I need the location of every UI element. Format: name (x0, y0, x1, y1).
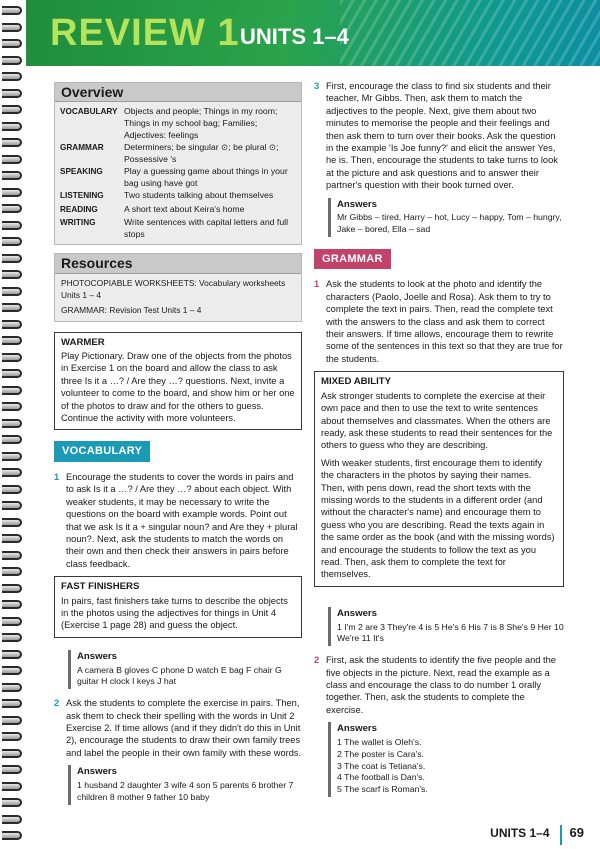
page-footer (490, 825, 588, 845)
spiral-ring (2, 716, 22, 725)
mixed-ability-title: MIXED ABILITY (321, 376, 391, 388)
spiral-ring (2, 353, 22, 362)
resources-line: PHOTOCOPIABLE WORKSHEETS: Vocabulary worksheets Units 1 – 4 (61, 277, 286, 300)
overview-title: Overview (55, 83, 301, 102)
spiral-ring (2, 204, 22, 213)
spiral-ring (2, 683, 22, 692)
answers-text: Mr Gibbs – tired, Harry – hot, Lucy – happy, Tom – hungry, Jake – bored, Ella – sad (337, 212, 562, 235)
spiral-ring (2, 320, 22, 329)
grammar-exercise-1 (314, 278, 564, 365)
answers-block (328, 607, 564, 646)
overview-value: Objects and people; Things in my room; Things in my school bag; Families; Adjectives: feelings (124, 106, 278, 141)
overview-value: Two students talking about themselves (124, 190, 274, 201)
overview-key: LISTENING (60, 191, 104, 201)
exercise-text: Ask the students to complete the exercise in pairs. Then, ask them to check their spelling with the words in Unit 2 Exercise 2. If time allows (and if they didn't do this in Unit 2), encourage the students to draw their own family trees and label the people in their own family with these words. (66, 698, 302, 758)
resources-body (55, 274, 301, 321)
overview-row (55, 105, 301, 141)
answer-line: 1 The wallet is Oleh's. (337, 737, 422, 748)
spiral-ring (2, 23, 22, 32)
spiral-ring (2, 89, 22, 98)
spiral-ring (2, 171, 22, 180)
exercise-number: 1 (314, 279, 320, 290)
answers-block (328, 722, 564, 797)
spiral-ring (2, 105, 22, 114)
vocabulary-tag: VOCABULARY (54, 441, 150, 461)
mixed-ability-text: Ask stronger students to complete the exercise at their own pace and then to use the text to write sentences about themselves and classmates. When the others are ready, ask these students to read their sentences for the others to guess who they are describing. (321, 390, 553, 451)
overview-row (55, 216, 301, 240)
spiral-ring (2, 419, 22, 428)
answers-title: Answers (337, 723, 377, 735)
vocabulary-exercise-3 (314, 80, 564, 192)
vocabulary-exercise-2 (54, 697, 302, 759)
footer-units-label: UNITS 1–4 (490, 826, 550, 840)
exercise-text: First, encourage the class to find six students and their teacher, Mr Gibbs. Then, ask them to match the adjectives to the people. Next, give them about two minutes to memorise the people and their feelings and then ask them to turn over their books. Ask the question in the example 'Is Joe funny?' and elicit the answer Yes, he is. Then, encourage the students to take turns to look at the picture and ask questions and to answer their partner's question with their book turned over. (326, 81, 558, 191)
spiral-ring (2, 122, 22, 131)
answer-line: 3 The coat is Tetiana's. (337, 760, 426, 771)
spiral-ring (2, 633, 22, 642)
overview-panel (54, 82, 302, 245)
overview-key: READING (60, 204, 98, 214)
resources-line: GRAMMAR: Revision Test Units 1 – 4 (61, 304, 202, 315)
overview-row (55, 141, 301, 165)
answers-block (68, 765, 302, 804)
overview-key: WRITING (60, 218, 96, 228)
answers-title: Answers (77, 650, 117, 662)
overview-value: A short text about Keira's home (124, 203, 245, 214)
answers-block (328, 198, 564, 237)
spiral-ring (2, 303, 22, 312)
spiral-ring (2, 831, 22, 840)
vocabulary-exercise-1 (54, 471, 302, 570)
banner-stripes (340, 0, 600, 66)
resources-panel (54, 253, 302, 321)
spiral-ring (2, 600, 22, 609)
spiral-ring (2, 72, 22, 81)
spiral-ring (2, 518, 22, 527)
spiral-ring (2, 270, 22, 279)
warmer-box (54, 332, 302, 431)
answers-title: Answers (337, 198, 377, 210)
warmer-title: WARMER (61, 336, 105, 348)
units-subtitle: UNITS 1–4 (240, 24, 349, 49)
spiral-ring (2, 402, 22, 411)
fast-finishers-text: In pairs, fast finishers take turns to describe the objects in the photos using the adjectives for things in Unit 4 (Exercise 1 page 28) and guess the object. (61, 595, 288, 631)
spiral-ring (2, 435, 22, 444)
spiral-ring (2, 551, 22, 560)
overview-key: SPEAKING (60, 167, 103, 177)
spiral-ring (2, 221, 22, 230)
answers-text: 1 husband 2 daughter 3 wife 4 son 5 parents 6 brother 7 children 8 mother 9 father 10 baby (77, 779, 294, 802)
spiral-ring (2, 468, 22, 477)
exercise-text: Ask the students to look at the photo and identify the characters (Paolo, Joelle and Rosa). Ask them to try to complete the text in pairs. Then, read the complete text with the answers to the class and ask them to correct their answers. If time allows, encourage them to rewrite some of the sentences in this text so that they are true for the students. (326, 279, 563, 364)
left-column (54, 82, 302, 805)
spiral-ring (2, 155, 22, 164)
fast-finishers-box (54, 576, 302, 638)
exercise-number: 2 (314, 655, 320, 666)
resources-title: Resources (55, 254, 301, 273)
spiral-ring (2, 138, 22, 147)
exercise-number: 1 (54, 471, 60, 482)
answers-text: A camera B gloves C phone D watch E bag F chair G guitar H clock I keys J hat (77, 664, 282, 687)
spiral-ring (2, 501, 22, 510)
answers-title: Answers (77, 766, 117, 778)
answers-text: 1 I'm 2 are 3 They're 4 is 5 He's 6 His 7 is 8 She's 9 Her 10 We're 11 It's (337, 621, 564, 644)
spiral-ring (2, 534, 22, 543)
answer-line: 4 The football is Dan's. (337, 772, 425, 783)
spiral-ring (2, 485, 22, 494)
spiral-ring (2, 699, 22, 708)
overview-key: VOCABULARY (60, 107, 118, 117)
fast-finishers-title: FAST FINISHERS (61, 581, 140, 593)
answer-line: 5 The scarf is Roman's. (337, 784, 428, 795)
exercise-number: 3 (314, 81, 320, 91)
answer-line: 2 The poster is Cara's. (337, 748, 424, 759)
header-banner (26, 0, 600, 66)
spiral-ring (2, 798, 22, 807)
spiral-ring (2, 782, 22, 791)
spiral-ring (2, 666, 22, 675)
exercise-text: First, ask the students to identify the five people and the five objects in the picture. Next, read the example as a class and encourage the class to do number 1 orally together. Then, ask the students to complete the exercise. (326, 655, 556, 715)
overview-row (55, 165, 301, 189)
spiral-ring (2, 765, 22, 774)
overview-value: Play a guessing game about things in your bag using have got (124, 166, 288, 189)
spiral-ring (2, 6, 22, 15)
grammar-exercise-2 (314, 654, 564, 716)
spiral-ring (2, 336, 22, 345)
spiral-ring (2, 56, 22, 65)
overview-row (55, 189, 301, 202)
spiral-ring (2, 452, 22, 461)
overview-value: Determiners; be singular ⊙; be plural ⊙; Possessive 's (124, 142, 279, 165)
overview-row (55, 203, 301, 216)
right-column (314, 80, 564, 797)
spiral-ring (2, 188, 22, 197)
mixed-ability-text: With weaker students, first encourage them to identify the characters in the photos by saying their names. Then, with pens down, read the short texts with the missing words to the students in a different order (and without the character's name) and encourage them to guess who you are describing. Read the texts again in the same order as the book (and with the missing words) and encourage the students to follow the text as you read. Then, ask them to complete the text for themselves. (321, 457, 555, 580)
spiral-ring (2, 732, 22, 741)
answers-block (68, 650, 302, 689)
overview-key: GRAMMAR (60, 143, 104, 153)
mixed-ability-box (314, 371, 564, 587)
answers-title: Answers (337, 607, 377, 619)
exercise-text: Encourage the students to cover the words in pairs and to ask Is it a …? / Are they …? about each object. With weaker students, it may be necessary to write the questions on the board with example words. Point out that we ask Is it a + singular noun? and Are they + plural noun?. Next, ask the students to match the words on their own and then check their answers in pairs before class feedback. (66, 471, 298, 569)
warmer-text: Play Pictionary. Draw one of the objects from the photos in Exercise 1 on the board and allow the class to ask three Is it a …? / Are they …? questions. Next, invite a volunteer to come to the board, and show him or her one of the photos to draw and for the others to guess. Continue the activity with more volunteers. (61, 351, 295, 424)
spiral-ring (2, 237, 22, 246)
spiral-ring (2, 369, 22, 378)
overview-value: Write sentences with capital letters and full stops (124, 217, 289, 240)
spiral-ring (2, 386, 22, 395)
spiral-binding (0, 0, 26, 849)
exercise-number: 2 (54, 698, 60, 709)
spiral-ring (2, 815, 22, 824)
spiral-ring (2, 617, 22, 626)
spiral-ring (2, 254, 22, 263)
spiral-ring (2, 749, 22, 758)
spiral-ring (2, 584, 22, 593)
page-number: 69 (560, 825, 588, 845)
review-title: REVIEW 1 (50, 12, 240, 54)
grammar-tag: GRAMMAR (314, 249, 391, 269)
spiral-ring (2, 39, 22, 48)
spiral-ring (2, 567, 22, 576)
overview-rows (55, 102, 301, 244)
spiral-ring (2, 287, 22, 296)
spiral-ring (2, 650, 22, 659)
